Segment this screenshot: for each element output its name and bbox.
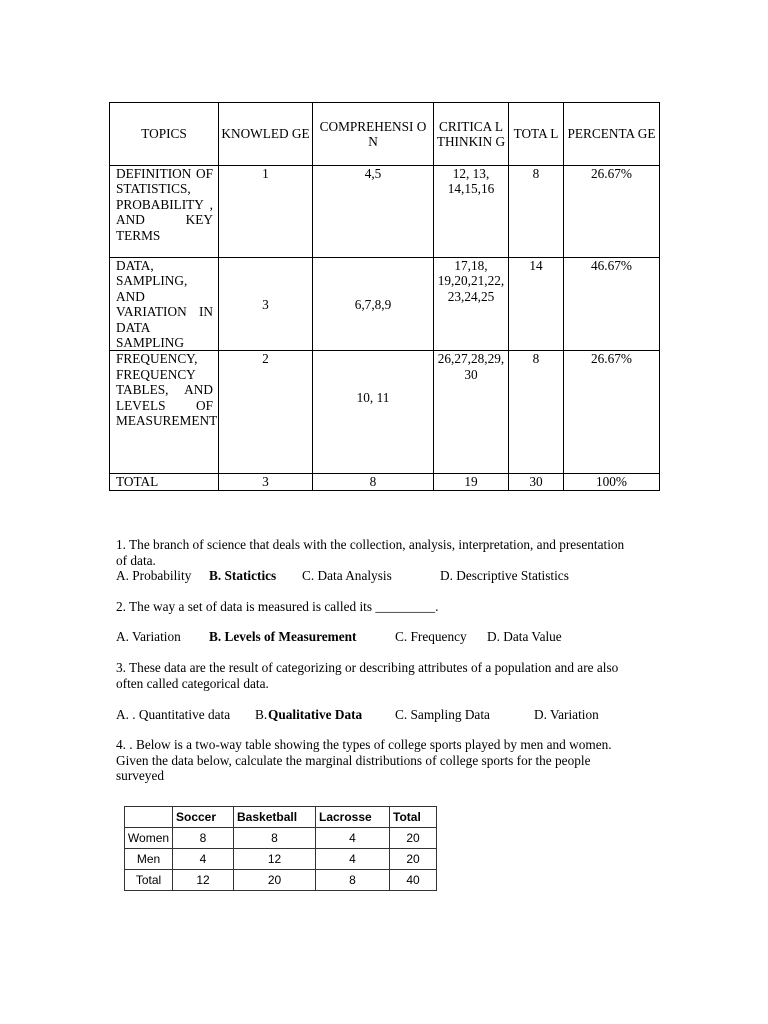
question-text: 3. These data are the result of categorizing or describing attributes of a population and are also often called categorical data. [116, 660, 619, 691]
option-a: A. Probability [116, 568, 192, 583]
option-d: D. Variation [534, 707, 599, 722]
knowledge-cell: 1 [219, 166, 313, 258]
table-row [110, 166, 660, 258]
percentage-cell: 26.67% [564, 351, 660, 474]
table-row [125, 828, 437, 849]
table-row [125, 849, 437, 870]
basketball-cell: 8 [234, 828, 316, 849]
table-row [110, 351, 660, 474]
total-cell: 8 [509, 351, 564, 474]
question-text: 2. The way a set of data is measured is called its _________. [116, 599, 439, 614]
specification-table [109, 102, 660, 491]
header-comprehension: COMPREHENSI ON [313, 103, 434, 166]
option-b-prefix: B. [255, 707, 268, 722]
critical-cell: 12, 13, 14,15,16 [434, 166, 509, 258]
header-knowledge: KNOWLED GE [219, 103, 313, 166]
total-label: TOTAL [110, 474, 219, 490]
question-1 [116, 537, 636, 584]
option-d: D. Data Value [487, 628, 562, 644]
total-total: 30 [509, 474, 564, 490]
option-b: Qualitative Data [268, 707, 363, 722]
lacrosse-cell: 4 [316, 849, 390, 870]
topic-cell: DEFINITION OF STATISTICS, PROBABILITY , AND KEY TERMS [110, 166, 219, 258]
total-cell: 20 [390, 828, 437, 849]
topic-cell: FREQUENCY, FREQUENCY TABLES, AND LEVELS OF MEASUREMENT [110, 351, 219, 474]
spec-header-row [110, 103, 660, 166]
comprehension-cell: 4,5 [313, 166, 434, 258]
total-critical: 19 [434, 474, 509, 490]
total-knowledge: 3 [219, 474, 313, 490]
question-3 [116, 660, 636, 723]
total-cell: 20 [390, 849, 437, 870]
header-critical-thinking: CRITICA L THINKIN G [434, 103, 509, 166]
table-row [125, 870, 437, 891]
topic-cell: DATA, SAMPLING, AND VARIATION IN DATA SAMPLING [110, 258, 219, 351]
option-d: D. Descriptive Statistics [440, 568, 569, 583]
option-c: C. Data Analysis [302, 568, 392, 583]
table-row [110, 258, 660, 351]
comprehension-cell: 6,7,8,9 [313, 258, 434, 351]
sports-header-row [125, 807, 437, 828]
option-a: A. . Quantitative data [116, 707, 231, 722]
header-total: TOTA L [509, 103, 564, 166]
total-comprehension: 8 [313, 474, 434, 490]
total-cell: 40 [390, 870, 437, 891]
critical-cell: 17,18, 19,20,21,22, 23,24,25 [434, 258, 509, 351]
option-a: A. Variation [116, 628, 181, 644]
soccer-cell: 4 [173, 849, 234, 870]
lacrosse-cell: 4 [316, 828, 390, 849]
total-cell: 8 [509, 166, 564, 258]
knowledge-cell: 3 [219, 258, 313, 351]
knowledge-cell: 2 [219, 351, 313, 474]
option-b: B. Statictics [209, 568, 277, 583]
option-c: C. Sampling Data [395, 707, 490, 722]
question-4 [116, 737, 636, 784]
header-total: Total [390, 807, 437, 828]
row-label: Women [125, 828, 173, 849]
sports-two-way-table [124, 806, 437, 891]
question-2 [116, 599, 636, 645]
header-percentage: PERCENTA GE [564, 103, 660, 166]
header-topics: TOPICS [110, 103, 219, 166]
question-text: 1. The branch of science that deals with the collection, analysis, interpretation, and presentation of data. [116, 537, 625, 568]
option-c: C. Frequency [395, 628, 467, 644]
lacrosse-cell: 8 [316, 870, 390, 891]
basketball-cell: 20 [234, 870, 316, 891]
soccer-cell: 12 [173, 870, 234, 891]
soccer-cell: 8 [173, 828, 234, 849]
corner-cell [125, 807, 173, 828]
header-basketball: Basketball [234, 807, 316, 828]
basketball-cell: 12 [234, 849, 316, 870]
option-b: B. Levels of Measurement [209, 628, 357, 644]
header-lacrosse: Lacrosse [316, 807, 390, 828]
percentage-cell: 26.67% [564, 166, 660, 258]
percentage-cell: 46.67% [564, 258, 660, 351]
question-text: 4. . Below is a two-way table showing the types of college sports played by men and women. Given the data below, calculate the marginal distributions of college sports for the people surveyed [116, 737, 612, 783]
row-label: Total [125, 870, 173, 891]
total-row [110, 474, 660, 490]
total-percentage: 100% [564, 474, 660, 490]
critical-cell: 26,27,28,29,30 [434, 351, 509, 474]
row-label: Men [125, 849, 173, 870]
header-soccer: Soccer [173, 807, 234, 828]
comprehension-cell: 10, 11 [313, 351, 434, 474]
total-cell: 14 [509, 258, 564, 351]
